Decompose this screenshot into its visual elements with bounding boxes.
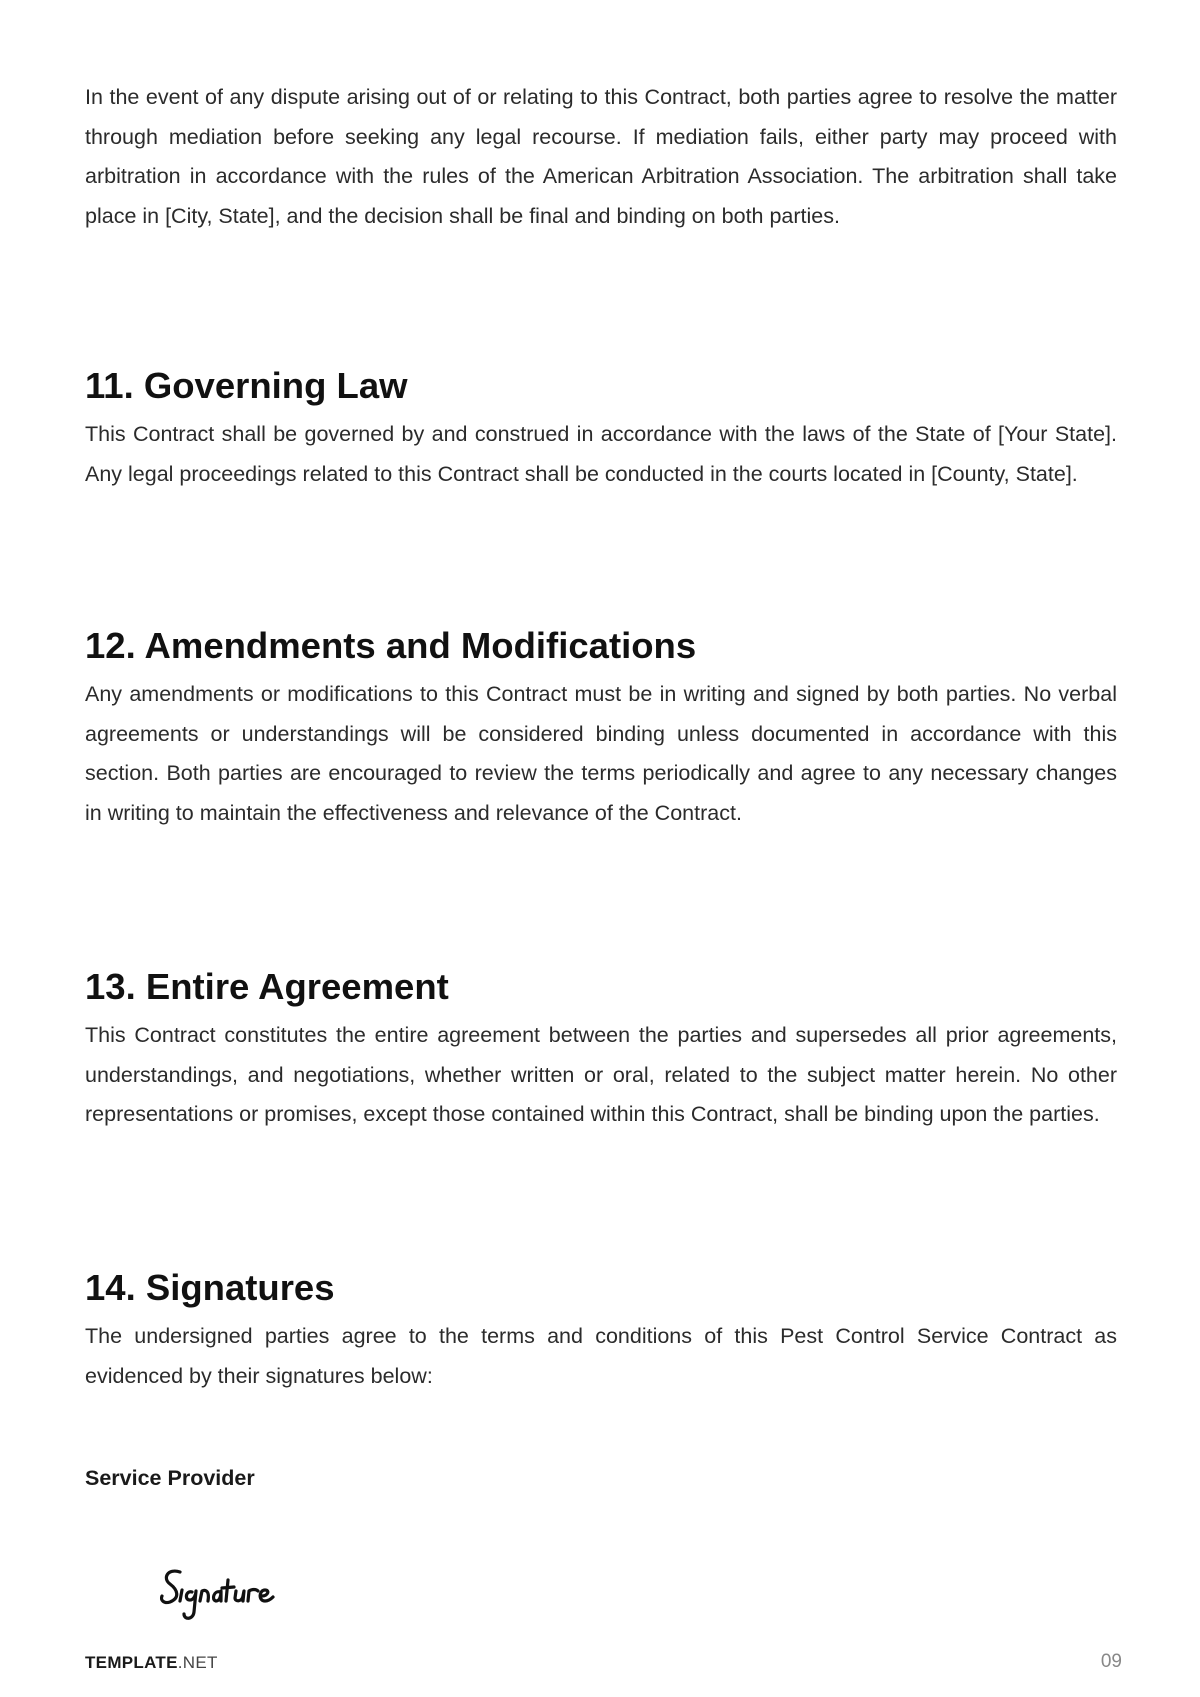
section-body: This Contract shall be governed by and construed in accordance with the laws of the State of [Your State]. Any legal proceedings related to this Contract shall be conducted in the courts located in [County, State]. bbox=[85, 422, 1117, 486]
section-title: 11. Governing Law bbox=[85, 365, 408, 406]
section-title: 14. Signatures bbox=[85, 1267, 335, 1308]
section-entire-agreement bbox=[85, 965, 1117, 1135]
brand-suffix: .NET bbox=[177, 1653, 218, 1672]
section-body: Any amendments or modifications to this Contract must be in writing and signed by both parties. No verbal agreements or understandings will be considered binding unless documented in accordance with this section. Both parties are encouraged to review the terms periodically and agree to any necessary changes in writing to maintain the effectiveness and relevance of the Contract. bbox=[85, 682, 1117, 825]
intro-paragraph: In the event of any dispute arising out of or relating to this Contract, both parties agree to resolve the matter through mediation before seeking any legal recourse. If mediation fails, either party may proceed with arbitration in accordance with the rules of the American Arbitration Association. The arbitration shall take place in [City, State], and the decision shall be final and binding on both parties. bbox=[85, 85, 1117, 228]
section-signatures bbox=[85, 1266, 1117, 1396]
section-governing-law bbox=[85, 364, 1117, 494]
section-body: This Contract constitutes the entire agreement between the parties and supersedes all prior agreements, understandings, and negotiations, whether written or oral, related to the subject matter herein. No other representations or promises, except those contained within this Contract, shall be binding upon the parties. bbox=[85, 1023, 1117, 1126]
footer-brand bbox=[85, 1653, 218, 1673]
section-title: 13. Entire Agreement bbox=[85, 966, 449, 1007]
section-amendments bbox=[85, 624, 1117, 833]
page-number: 09 bbox=[1100, 1651, 1122, 1672]
signature-image bbox=[158, 1560, 328, 1630]
section-body: The undersigned parties agree to the terms and conditions of this Pest Control Service Contract as evidenced by their signatures below: bbox=[85, 1324, 1117, 1388]
section-title: 12. Amendments and Modifications bbox=[85, 625, 697, 666]
service-provider-label: Service Provider bbox=[85, 1466, 255, 1490]
brand-name: TEMPLATE bbox=[85, 1653, 178, 1672]
